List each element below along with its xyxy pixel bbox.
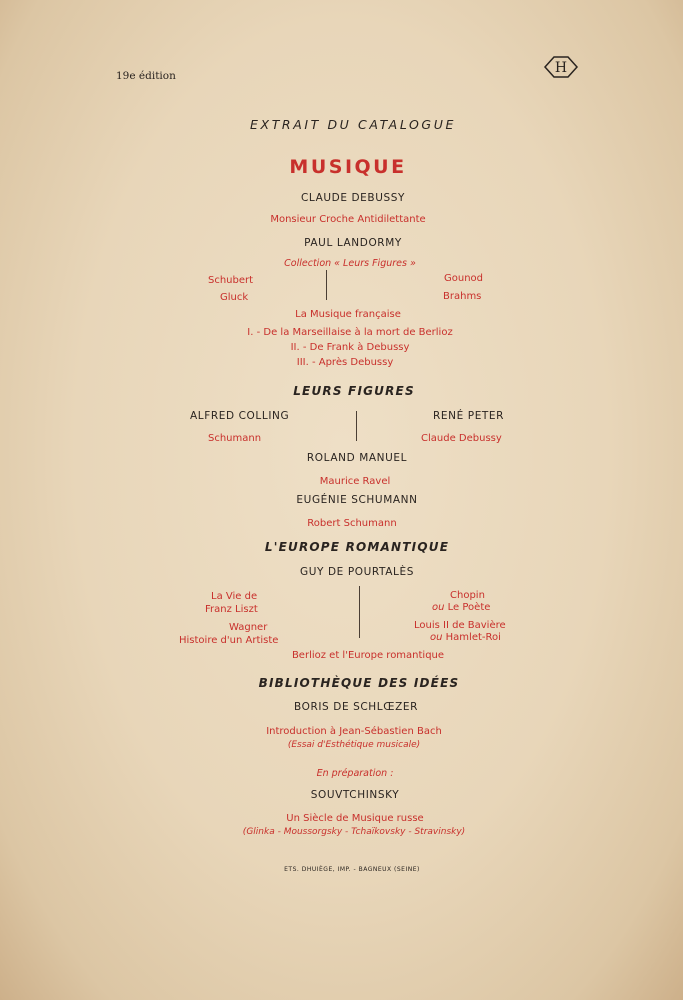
work-berlioz-europe: Berlioz et l'Europe romantique [291,650,445,661]
work-schumann: Schumann [208,433,262,444]
author-manuel: ROLAND MANUEL [306,452,408,464]
publisher-logo-icon [542,53,580,81]
divider-line [359,586,360,638]
preparation-label: En préparation : [316,768,394,779]
author-landormy: PAUL LANDORMY [304,237,402,249]
work-vie-liszt-line2: Franz Liszt [205,604,258,615]
work-monsieur-croche: Monsieur Croche Antidilettante [270,214,426,225]
work-poete-line [432,602,490,613]
section-bibliotheque: BIBLIOTHÈQUE DES IDÉES [258,676,460,690]
work-hamlet-line [430,632,501,643]
author-pourtales: GUY DE POURTALÈS [300,566,414,578]
work-schubert: Schubert [208,275,254,286]
section-leurs-figures: LEURS FIGURES [293,384,415,398]
printer-imprint: ETS. DHUIÈGE, IMP. - BAGNEUX (SEINE) [284,866,420,873]
work-brahms: Brahms [443,291,482,302]
work-le-poete: Le Poète [447,602,491,613]
work-hamlet-roi: Hamlet-Roi [445,632,501,643]
work-russe-subtitle: (Glinka - Moussorgsky - Tchaïkovsky - Stravinsky) [242,827,466,837]
work-chopin: Chopin [450,590,485,601]
work-gounod: Gounod [444,273,484,284]
author-debussy: CLAUDE DEBUSSY [300,192,406,204]
category-title: MUSIQUE [289,156,407,178]
work-vie-liszt-line1: La Vie de [211,591,258,602]
divider-line [356,411,357,441]
catalogue-heading: EXTRAIT DU CATALOGUE [250,117,456,132]
work-robert-schumann: Robert Schumann [307,518,397,529]
volume-1: I. - De la Marseillaise à la mort de Berlioz [247,327,453,338]
work-ravel: Maurice Ravel [319,476,391,487]
work-wagner-line2: Histoire d'un Artiste [179,635,279,646]
volume-2: II. - De Frank à Debussy [290,342,410,353]
author-colling: ALFRED COLLING [190,410,290,422]
work-bach: Introduction à Jean-Sébastien Bach [266,726,442,737]
work-wagner-line1: Wagner [229,622,268,633]
or-label: ou [432,602,445,613]
series-title: La Musique française [295,309,401,320]
author-eugenie-schumann: EUGÉNIE SCHUMANN [296,494,418,506]
edition-label: 19e édition [116,70,176,82]
work-siecle-musique-russe: Un Siècle de Musique russe [286,813,424,824]
author-schloezer: BORIS DE SCHLŒZER [293,701,419,713]
work-bach-subtitle: (Essai d'Esthétique musicale) [287,740,421,750]
collection-label: Collection « Leurs Figures » [284,258,416,269]
divider-line [326,270,327,300]
work-gluck: Gluck [220,292,249,303]
section-europe-romantique: L'EUROPE ROMANTIQUE [264,540,450,554]
svg-text:H: H [554,60,568,76]
work-louis-ii: Louis II de Bavière [414,620,506,631]
author-peter: RENÉ PETER [433,410,505,422]
author-souvtchinsky: SOUVTCHINSKY [310,789,400,801]
volume-3: III. - Après Debussy [296,357,394,368]
or-label: ou [430,632,443,643]
work-claude-debussy: Claude Debussy [421,433,502,444]
